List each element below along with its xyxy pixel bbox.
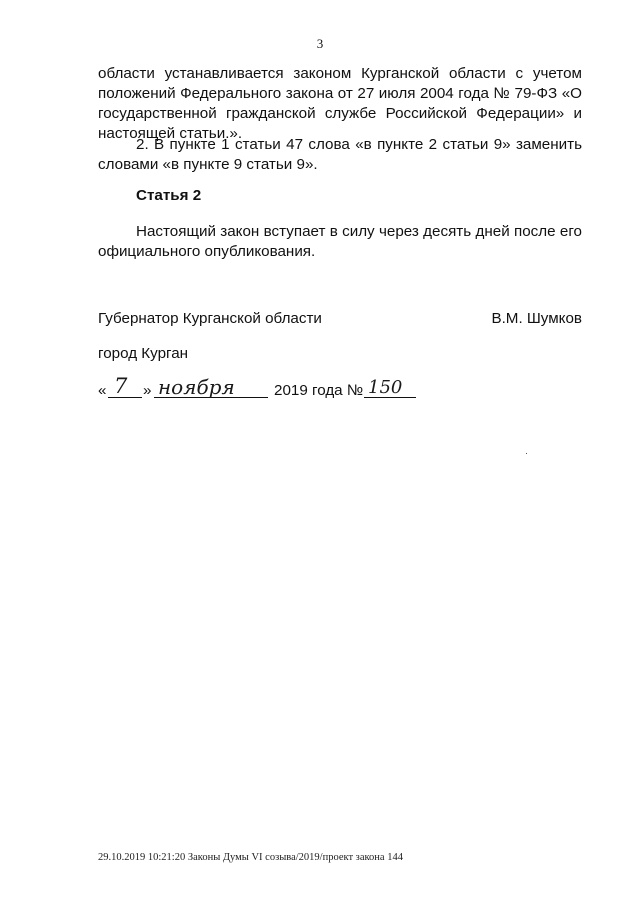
signature-block	[98, 310, 582, 327]
date-open-quote: «	[98, 382, 107, 399]
paragraph-continued: области устанавливается законом Курганской области с учетом положений Федерального закона от 27 июля 2004 года № 79-ФЗ «О государственной гражданской службе Российской Федерации» и настоящей статьи.».	[98, 65, 582, 142]
handwritten-number: 150	[368, 377, 403, 398]
footer-path: 29.10.2019 10:21:20 Законы Думы VI созыва/2019/проект закона 144	[98, 852, 403, 863]
governor-position: Губернатор Курганской области	[98, 310, 322, 327]
year-text: 2019 года №	[274, 382, 364, 399]
article-2-text: Настоящий закон вступает в силу через десять дней после его официального опубликования.	[98, 223, 582, 260]
article-2-heading: Статья 2	[136, 187, 202, 204]
date-close-quote: »	[143, 382, 152, 399]
governor-name: В.М. Шумков	[491, 310, 582, 327]
city: город Курган	[98, 345, 189, 362]
paragraph-item-2: 2. В пункте 1 статьи 47 слова «в пункте 2 статьи 9» заменить словами «в пункте 9 статьи 9».	[98, 136, 582, 173]
page-number: 3	[316, 36, 324, 51]
scan-speck	[526, 453, 527, 454]
date-line	[98, 375, 418, 405]
handwritten-day: 7	[114, 374, 128, 398]
handwritten-month: ноября	[158, 375, 235, 399]
